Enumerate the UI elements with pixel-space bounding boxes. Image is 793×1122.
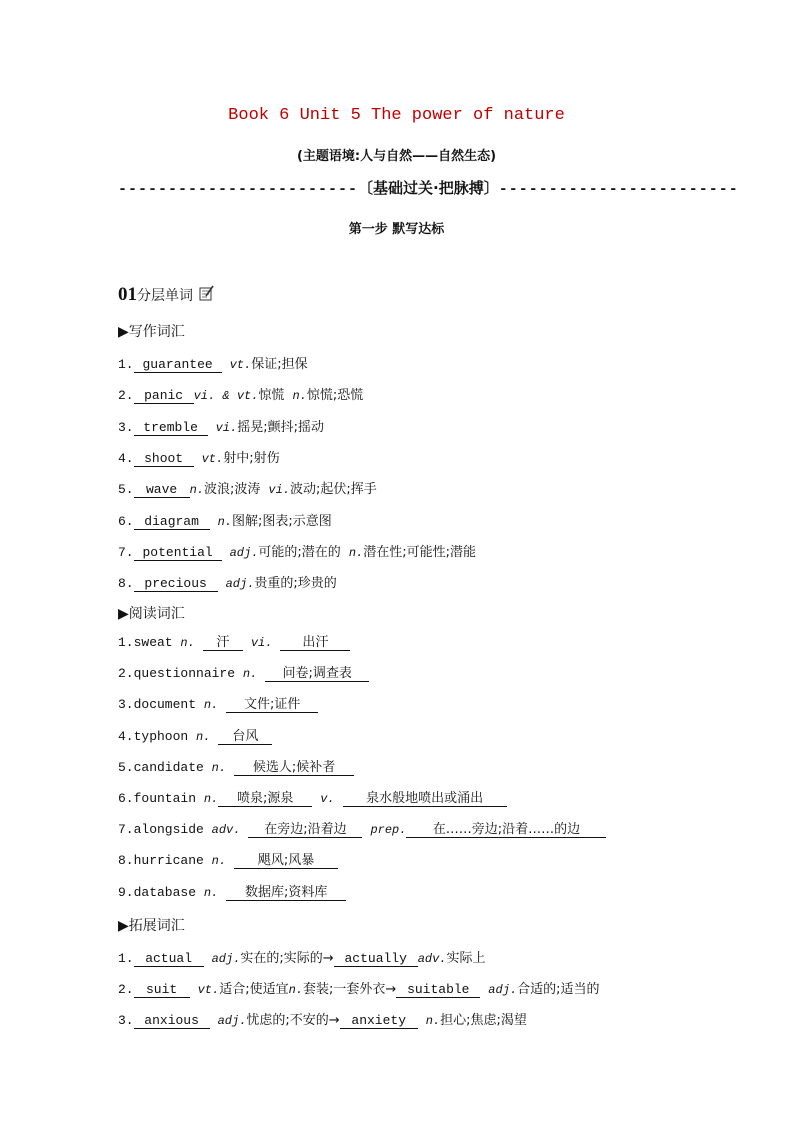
writing-item-7: 7. potential adj.可能的;潜在的 n.潜在性;可能性;潜能 bbox=[118, 545, 476, 560]
answer-blank: 泉水般地喷出或涌出 bbox=[343, 791, 507, 807]
answer-blank: 文件;证件 bbox=[226, 697, 318, 713]
extension-item-1: 1. actual adj.实在的;实际的→ actually adv.实际上 bbox=[118, 951, 486, 966]
reading-item-1: 1.sweat n. 汗 vi. 出汗 bbox=[118, 635, 350, 651]
answer-blank: 出汗 bbox=[280, 635, 350, 651]
answer-blank: wave bbox=[134, 482, 190, 498]
answer-blank: actual bbox=[134, 951, 204, 967]
extension-heading: ▶拓展词汇 bbox=[118, 918, 185, 934]
writing-item-3: 3. tremble vi.摇晃;颤抖;摇动 bbox=[118, 420, 324, 435]
reading-heading: ▶阅读词汇 bbox=[118, 606, 185, 622]
reading-item-3: 3.document n. 文件;证件 bbox=[118, 697, 318, 713]
answer-blank: tremble bbox=[134, 420, 208, 436]
writing-item-5: 5. wave n.波浪;波涛 vi.波动;起伏;挥手 bbox=[118, 482, 377, 497]
pencil-note-icon bbox=[197, 287, 215, 304]
writing-item-2: 2. panic vi. & vt.惊慌 n.惊慌;恐慌 bbox=[118, 388, 364, 403]
answer-blank: 数据库;资料库 bbox=[226, 885, 346, 901]
answer-blank: actually bbox=[334, 951, 418, 967]
answer-blank: shoot bbox=[134, 451, 194, 467]
answer-blank: potential bbox=[134, 545, 222, 561]
answer-blank: 喷泉;源泉 bbox=[218, 791, 312, 807]
answer-blank: anxious bbox=[134, 1013, 210, 1029]
extension-item-3: 3. anxious adj.忧虑的;不安的→ anxiety n.担心;焦虑;渴望 bbox=[118, 1013, 527, 1028]
page-subtitle: (主题语境:人与自然——自然生态) bbox=[296, 149, 497, 164]
answer-blank: 在……旁边;沿着……的边 bbox=[406, 822, 606, 838]
banner-dashes-right: ------------------------ bbox=[498, 181, 739, 198]
answer-blank: suit bbox=[134, 982, 190, 998]
writing-item-8: 8. precious adj.贵重的;珍贵的 bbox=[118, 576, 337, 591]
answer-blank: 候选人;候补者 bbox=[234, 760, 354, 776]
reading-item-7: 7.alongside adv. 在旁边;沿着边 prep. 在……旁边;沿着……的边 bbox=[118, 822, 606, 838]
writing-item-6: 6. diagram n.图解;图表;示意图 bbox=[118, 514, 332, 529]
section-number: 01 bbox=[118, 284, 137, 305]
banner-dashes-left: ------------------------ bbox=[118, 181, 359, 198]
reading-item-9: 9.database n. 数据库;资料库 bbox=[118, 885, 346, 901]
section-banner bbox=[118, 177, 739, 198]
answer-blank: suitable bbox=[396, 982, 480, 998]
writing-item-1: 1. guarantee vt.保证;担保 bbox=[118, 357, 308, 372]
banner-text: 〔基础过关·把脉搏〕 bbox=[358, 179, 499, 197]
page-title: Book 6 Unit 5 The power of nature bbox=[228, 106, 565, 125]
answer-blank: 问卷;调查表 bbox=[265, 666, 369, 682]
reading-item-8: 8.hurricane n. 飓风;风暴 bbox=[118, 853, 338, 869]
reading-item-5: 5.candidate n. 候选人;候补者 bbox=[118, 760, 354, 776]
step-heading: 第一步 默写达标 bbox=[348, 222, 445, 237]
answer-blank: 在旁边;沿着边 bbox=[248, 822, 362, 838]
answer-blank: diagram bbox=[134, 514, 210, 530]
writing-item-4: 4. shoot vt.射中;射伤 bbox=[118, 451, 280, 466]
answer-blank: anxiety bbox=[340, 1013, 418, 1029]
writing-heading: ▶写作词汇 bbox=[118, 324, 185, 340]
extension-item-2: 2. suit vt.适合;使适宜n.套装;一套外衣→ suitable adj.合适的;适当的 bbox=[118, 982, 600, 997]
answer-blank: 飓风;风暴 bbox=[234, 853, 338, 869]
reading-item-6: 6.fountain n. 喷泉;源泉 v. 泉水般地喷出或涌出 bbox=[118, 791, 507, 807]
answer-blank: precious bbox=[134, 576, 218, 592]
section-label: 分层单词 bbox=[137, 288, 193, 304]
answer-blank: 汗 bbox=[203, 635, 243, 651]
section-heading bbox=[118, 284, 215, 306]
reading-item-4: 4.typhoon n. 台风 bbox=[118, 729, 272, 745]
answer-blank: 台风 bbox=[218, 729, 272, 745]
answer-blank: guarantee bbox=[134, 357, 222, 373]
answer-blank: panic bbox=[134, 388, 194, 404]
reading-item-2: 2.questionnaire n. 问卷;调查表 bbox=[118, 666, 369, 682]
